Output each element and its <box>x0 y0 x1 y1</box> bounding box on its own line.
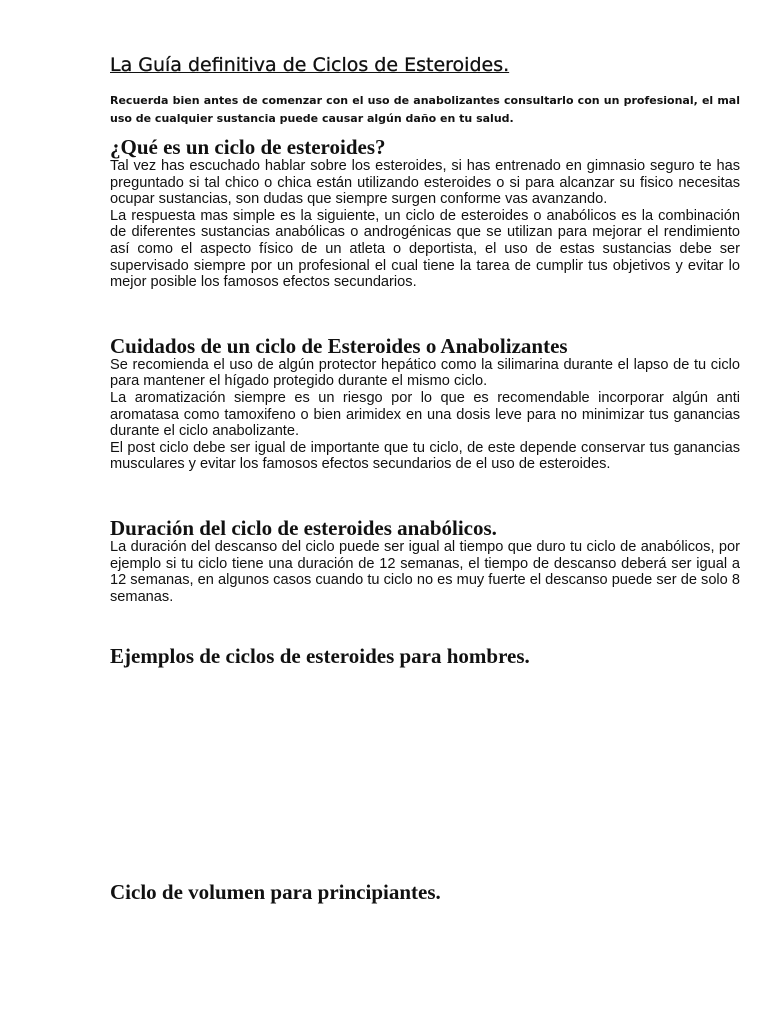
document-title: La Guía definitiva de Ciclos de Esteroides. <box>110 54 510 76</box>
section-heading: Ciclo de volumen para principiantes. <box>110 880 441 905</box>
section-heading: Cuidados de un ciclo de Esteroides o Anabolizantes <box>110 333 568 358</box>
section-heading: Ejemplos de ciclos de esteroides para hombres. <box>110 644 530 669</box>
section-heading: Duración del ciclo de esteroides anabólicos. <box>110 515 497 540</box>
section-ciclo-volumen <box>110 881 740 903</box>
section-heading: ¿Qué es un ciclo de esteroides? <box>110 135 386 159</box>
document-page <box>110 52 740 903</box>
paragraph: El post ciclo debe ser igual de importante que tu ciclo, de este depende conservar tus ganancias musculares y evitar los famosos efectos secundarios de el uso de esteroides. <box>110 439 740 473</box>
paragraph: La duración del descanso del ciclo puede ser igual al tiempo que duro tu ciclo de anabólicos, por ejemplo si tu ciclo tiene una duración de 12 semanas, el tiempo de descanso deberá ser igual a 12 semanas, en algunos casos cuando tu ciclo no es muy fuerte el descanso puede ser de solo 8 semanas. <box>110 538 740 605</box>
paragraph: La respuesta mas simple es la siguiente, un ciclo de esteroides o anabólicos es la combinación de diferentes sustancias anabólicas o androgénicas que se utilizan para mejorar el rendimiento así como el aspecto físico de un atleta o deportista, el uso de estas sustancias debe ser supervisado siempre por un profesional el cual tiene la tarea de cumplir tus objetivos y evitar lo mejor posible los famosos efectos secundarios. <box>110 207 740 291</box>
paragraph: La aromatización siempre es un riesgo por lo que es recomendable incorporar algún anti aromatasa como tamoxifeno o bien arimidex en una dosis leve para no minimizar tus ganancias durante el ciclo anabolizante. <box>110 389 740 440</box>
section-que-es-un-ciclo <box>110 136 740 291</box>
paragraph: Se recomienda el uso de algún protector hepático como la silimarina durante el lapso de tu ciclo para mantener el hígado protegido durante el mismo ciclo. <box>110 356 740 390</box>
disclaimer-text: Recuerda bien antes de comenzar con el uso de anabolizantes consultarlo con un profesional, el mal uso de cualquier sustancia puede causar algún daño en tu salud. <box>110 94 740 125</box>
section-duracion <box>110 517 740 605</box>
section-ejemplos <box>110 645 740 667</box>
paragraph: Tal vez has escuchado hablar sobre los esteroides, si has entrenado en gimnasio seguro te has preguntado si tal chico o chica están utilizando esteroides o si para alcanzar su fisico necesitas ocupar sustancias, son dudas que siempre surgen conforme vas avanzando. <box>110 158 740 208</box>
section-cuidados <box>110 335 740 473</box>
